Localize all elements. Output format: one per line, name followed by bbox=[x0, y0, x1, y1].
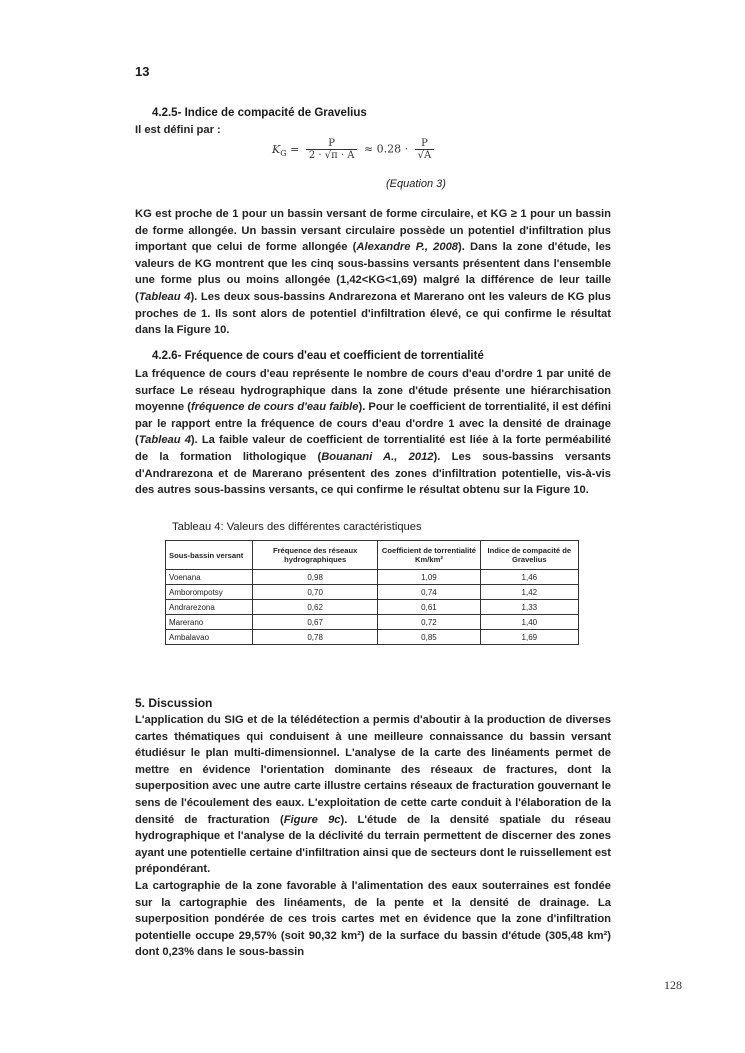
equation-label: (Equation 3) bbox=[386, 178, 446, 190]
cell-frequence: 0,67 bbox=[253, 615, 378, 630]
citation-italic: Bouanani A., 2012 bbox=[321, 450, 434, 463]
header-torrentialite: Coefficient de torrentialité Km/km² bbox=[378, 541, 480, 570]
table-row bbox=[166, 570, 579, 585]
cell-name: Marerano bbox=[166, 615, 253, 630]
citation-italic: Alexandre P., 2008 bbox=[356, 241, 459, 254]
citation-italic: fréquence de cours d'eau faible bbox=[190, 401, 359, 414]
equation-fraction-2: $\frac{P}{√A}$ bbox=[415, 138, 435, 161]
section-heading-4-2-5: 4.2.5- Indice de compacité de Gravelius bbox=[152, 107, 367, 119]
cell-name: Andrarezona bbox=[166, 600, 253, 615]
cell-torrentialite: 0,85 bbox=[378, 630, 480, 645]
header-sous-bassin: Sous-bassin versant bbox=[166, 541, 253, 570]
cell-name: Voenana bbox=[166, 570, 253, 585]
equation-approx: ≈ 0.28 · bbox=[363, 142, 409, 156]
header-compacite: Indice de compacité de Gravelius bbox=[480, 541, 578, 570]
cell-name: Amborompotsy bbox=[166, 585, 253, 600]
citation-italic: Tableau 4 bbox=[138, 290, 191, 303]
paragraph-discussion-2: La cartographie de la zone favorable à l'alimentation des eaux souterraines est fondée sur la cartographie des linéaments, de la pente et la densité de drainage. La superposition pondérée de ces trois cartes met en évidence que la zone d'infiltration potentielle occupe 29,57% (soit 90,32 km²) de la surface du bassin d'étude (305,48 km²) dont 0,23% dans le sous-bassin bbox=[135, 880, 611, 959]
cell-frequence: 0,62 bbox=[253, 600, 378, 615]
table-row bbox=[166, 585, 579, 600]
cell-torrentialite: 0,74 bbox=[378, 585, 480, 600]
equation-fraction-1: $\frac{P}{2 \cdot √\pi \cdot A}$ bbox=[306, 138, 358, 161]
cell-compacite: 1,33 bbox=[480, 600, 578, 615]
cell-compacite: 1,46 bbox=[480, 570, 578, 585]
citation-italic: Figure 9c bbox=[283, 813, 341, 826]
cell-compacite: 1,40 bbox=[480, 615, 578, 630]
table-row bbox=[166, 615, 579, 630]
table-header-row bbox=[166, 541, 579, 570]
citation-italic: Tableau 4 bbox=[138, 434, 191, 447]
cell-frequence: 0,98 bbox=[253, 570, 378, 585]
cell-compacite: 1,42 bbox=[480, 585, 578, 600]
header-frequence: Fréquence des réseaux hydrographiques bbox=[253, 541, 378, 570]
section-heading-4-2-6: 4.2.6- Fréquence de cours d'eau et coefficient de torrentialité bbox=[152, 350, 484, 362]
cell-torrentialite: 0,61 bbox=[378, 600, 480, 615]
table-caption: Tableau 4: Valeurs des différentes caractéristiques bbox=[172, 521, 422, 533]
paragraph-discussion-1: L'application du SIG et de la télédétection a permis d'aboutir à la production de diverses cartes thématiques qui conduisent à une meilleure connaissance du bassin versant étudiésur le plan multi-dimensionnel. L'analyse de la carte des linéaments permet de mettre en évidence l'orientation dominante des réseaux de fractures, dont la superposition avec une autre carte illustre certains réseaux de fracturation gouvernant le sens de l'écoulement des eaux. L'exploitation de cette carte conduit à l'élaboration de la densité de fracturation (Figure 9c). L'étude de la densité spatiale du réseau hydrographique et l'analyse de la déclivité du terrain permettent de discerner des zones ayant une potentielle certaine d'infiltration ainsi que de secteurs dont le ruissellement est prépondérant. bbox=[135, 714, 611, 876]
cell-frequence: 0,70 bbox=[253, 585, 378, 600]
cell-frequence: 0,78 bbox=[253, 630, 378, 645]
equation-lhs: $K_G$ = bbox=[272, 142, 300, 158]
equation-3 bbox=[272, 138, 437, 161]
paragraph-gravelius: KG est proche de 1 pour un bassin versant de forme circulaire, et KG ≥ 1 pour un bassin de forme allongée. Un bassin versant circulaire possède un potentiel d'infiltration plus important que celui de forme allongée (Alexandre P., 2008). Dans la zone d'étude, les valeurs de KG montrent que les cinq sous-bassins versants présentent dans l'ensemble une forme plus ou moins allongée (1,42<KG<1,69) malgré la différence de leur taille (Tableau 4). Les deux sous-bassins Andrarezona et Marerano ont les valeurs de KG plus proches de 1. Ils sont alors de potentiel d'infiltration élevé, ce qui confirme le résultat dans la Figure 10. bbox=[135, 208, 612, 337]
cell-torrentialite: 1,09 bbox=[378, 570, 480, 585]
cell-torrentialite: 0,72 bbox=[378, 615, 480, 630]
section-intro: Il est défini par : bbox=[135, 124, 221, 136]
footer-page-number: 128 bbox=[664, 978, 682, 992]
table-row bbox=[166, 630, 579, 645]
section-heading-discussion: 5. Discussion bbox=[135, 696, 213, 710]
table-4 bbox=[165, 540, 579, 645]
table-row bbox=[166, 600, 579, 615]
running-page-number: 13 bbox=[135, 64, 150, 79]
cell-compacite: 1,69 bbox=[480, 630, 578, 645]
paragraph-frequence: La fréquence de cours d'eau représente le nombre de cours d'eau d'ordre 1 par unité de surface Le réseau hydrographique dans la zone d'étude présente une hiérarchisation moyenne (fréquence de cours d'eau faible). Pour le coefficient de torrentialité, il est défini par le rapport entre la fréquence de cours d'eau d'ordre 1 avec la densité de drainage (Tableau 4). La faible valeur de coefficient de torrentialité est liée à la forte perméabilité de la formation lithologique (Bouanani A., 2012). Les sous-bassins versants d'Andrarezona et de Marerano présentent des zones d'infiltration potentielle, vis-à-vis des autres sous-bassins versants, ce qui confirme le résultat obtenu sur la Figure 10. bbox=[135, 368, 612, 497]
cell-name: Ambalavao bbox=[166, 630, 253, 645]
